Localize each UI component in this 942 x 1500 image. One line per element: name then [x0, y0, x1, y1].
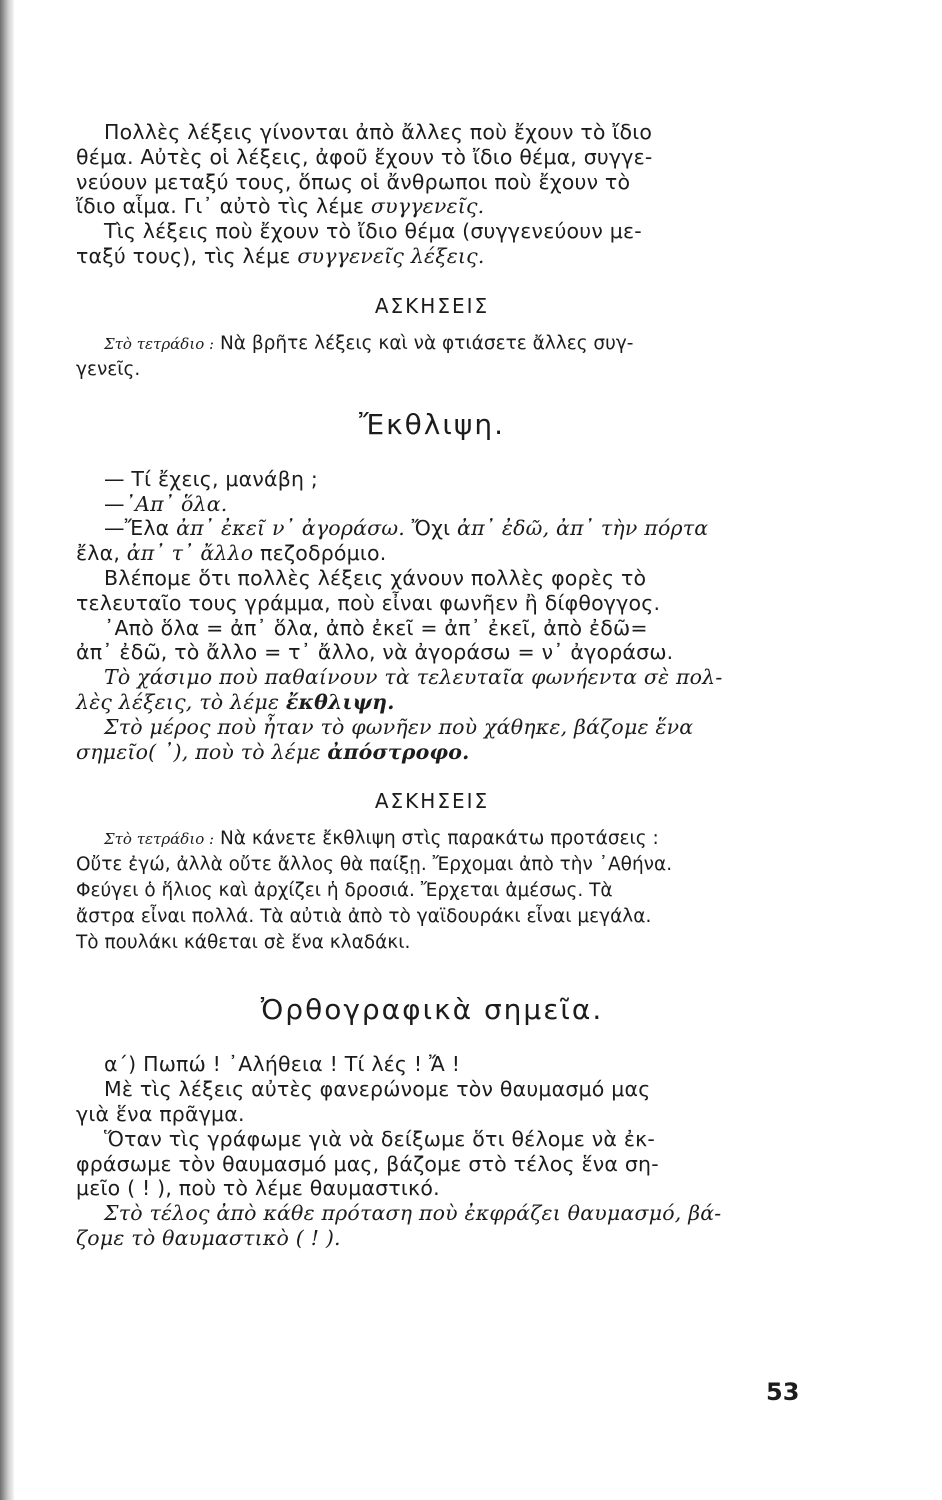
italic-term: συγγενεῖς λέξεις. — [297, 243, 485, 268]
italic-term: ἀπ᾿ ἐκεῖ ν᾿ ἀγοράσω. — [176, 516, 405, 541]
rule-line: Τὸ χάσιμο ποὺ παθαίνουν τὰ τελευταῖα φωνήεντα σὲ πολ- — [104, 665, 723, 690]
text-line: Φεύγει ὁ ἥλιος καὶ ἀρχίζει ἡ δροσιά. Ἔρχεται ἀμέσως. Τὰ — [76, 880, 613, 902]
text-line — [76, 826, 788, 852]
exercises-heading: ΑΣΚΗΣΕΙΣ — [374, 789, 490, 814]
exclamation-block — [76, 1052, 788, 1250]
paragraph-related-words-definition — [76, 219, 788, 269]
text-span: λὲς λέξεις, τὸ λέμε — [76, 689, 286, 714]
exercises-heading: ΑΣΚΗΣΕΙΣ — [374, 293, 490, 318]
rule-line: Στὸ τέλος ἀπὸ κάθε πρόταση ποὺ ἐκφράζει θαυμασμό, βά- — [104, 1201, 722, 1226]
italic-term: ἀπ᾿ ἐδῶ, ἀπ᾿ τὴν πόρτα — [457, 516, 709, 541]
text-line: ἀπ᾿ ἐδῶ, τὸ ἄλλο = τ᾿ ἄλλο, νὰ ἀγοράσω = ν᾿ ἀγοράσω. — [76, 640, 674, 665]
page-number: 53 — [766, 1378, 800, 1406]
italic-term: ἀπ᾿ τ᾿ ἄλλο — [126, 541, 254, 566]
text-line: θέμα. Αὐτὲς οἱ λέξεις, ἀφοῦ ἔχουν τὸ ἴδιο θέμα, συγγε- — [76, 144, 653, 169]
rule-line — [76, 740, 788, 765]
rule-ekthlipsi — [76, 665, 788, 715]
text-line: α΄) Πωπώ ! ᾿Αλήθεια ! Τί λές ! Ἄ ! — [104, 1052, 461, 1077]
exercise-block-2 — [76, 826, 788, 956]
text-span: Νὰ κάνετε ἔκθλιψη στὶς παρακάτω προτάσεις : — [214, 828, 659, 850]
dialogue-line — [76, 516, 788, 541]
text-line: γενεῖς. — [76, 358, 141, 380]
text-line: Οὔτε ἐγώ, ἀλλὰ οὔτε ἄλλος θὰ παίξῃ. Ἔρχομαι ἀπὸ τὴν ᾿Αθήνα. — [76, 854, 673, 876]
text-span: Ὄχι — [404, 516, 458, 541]
dialogue-block — [76, 467, 788, 566]
italic-term: ᾿Απ᾿ ὅλα. — [124, 491, 228, 516]
exercise-label: Στὸ τετράδιο : — [104, 334, 215, 353]
text-span: ἴδιο αἷμα. Γι᾿ αὐτὸ τὶς λέμε — [76, 194, 371, 219]
text-line: φράσωμε τὸν θαυμασμό μας, βάζομε στὸ τέλος ἕνα ση- — [76, 1151, 659, 1176]
text-line: Πολλὲς λέξεις γίνονται ἀπὸ ἄλλες ποὺ ἔχουν τὸ ἴδιο — [104, 120, 653, 144]
dialogue-line — [76, 541, 788, 566]
text-line — [76, 194, 788, 219]
text-line: Τὶς λέξεις ποὺ ἔχουν τὸ ἴδιο θέμα (συγγενεύουν με- — [104, 219, 642, 244]
text-line: Μὲ τὶς λέξεις αὐτὲς φανερώνομε τὸν θαυμασμό μας — [104, 1077, 651, 1102]
explanation-block — [76, 566, 788, 665]
text-line: νεύουν μεταξύ τους, ὅπως οἱ ἄνθρωποι ποὺ ἔχουν τὸ — [76, 169, 631, 194]
rule-line — [76, 690, 788, 715]
text-line: μεῖο ( ! ), ποὺ τὸ λέμε θαυμαστικό. — [76, 1176, 440, 1201]
text-line — [76, 244, 788, 269]
text-span: —Ἔλα — [104, 516, 177, 541]
text-span: ταξύ τους), τὶς λέμε — [76, 243, 298, 268]
text-line: τελευταῖο τους γράμμα, ποὺ εἶναι φωνῆεν ἢ δίφθογγος. — [76, 590, 661, 615]
dialogue-line — [76, 492, 788, 517]
text-span: σημεῖο( ᾿), ποὺ τὸ λέμε — [76, 739, 328, 764]
paragraph-related-words — [76, 120, 788, 219]
section-title-orthographic-marks: Ὀρθογραφικὰ σημεῖα. — [260, 993, 604, 1027]
text-line — [76, 331, 788, 357]
text-line: γιὰ ἕνα πρᾶγμα. — [76, 1101, 245, 1126]
text-span: ἔλα, — [76, 541, 127, 566]
bold-term: ἔκθλιψη. — [285, 689, 395, 714]
dialogue-line: — Τί ἔχεις, μανάβη ; — [104, 466, 319, 491]
text-span: πεζοδρόμιο. — [253, 541, 387, 566]
text-span: Νὰ βρῆτε λέξεις καὶ νὰ φτιάσετε ἄλλες συγ- — [214, 332, 634, 354]
text-span: — — [104, 491, 125, 516]
text-line: Ὅταν τὶς γράφωμε γιὰ νὰ δείξωμε ὅτι θέλομε νὰ ἐκ- — [104, 1126, 656, 1151]
text-line: Τὸ πουλάκι κάθεται σὲ ἕνα κλαδάκι. — [76, 932, 411, 954]
exercise-label: Στὸ τετράδιο : — [104, 830, 215, 849]
text-line: Βλέπομε ὅτι πολλὲς λέξεις χάνουν πολλὲς φορὲς τὸ — [104, 565, 647, 590]
rule-line: ζομε τὸ θαυμαστικὸ ( ! ). — [76, 1225, 341, 1250]
italic-term: συγγενεῖς. — [370, 194, 485, 219]
text-line: ᾿Απὸ ὅλα = ἀπ᾿ ὅλα, ἀπὸ ἐκεῖ = ἀπ᾿ ἐκεῖ, ἀπὸ ἐδῶ= — [104, 615, 648, 640]
rule-line: Στὸ μέρος ποὺ ἦταν τὸ φωνῆεν ποὺ χάθηκε, βάζομε ἕνα — [104, 714, 694, 739]
rule-apostrophe — [76, 715, 788, 765]
book-page — [76, 120, 788, 1251]
exercise-block-1 — [76, 331, 788, 383]
section-title-ekthlipsi: Ἔκθλιψη. — [359, 407, 505, 441]
text-line: ἄστρα εἶναι πολλά. Τὰ αὐτιὰ ἀπὸ τὸ γαϊδουράκι εἶναι μεγάλα. — [76, 906, 652, 928]
bold-term: ἀπόστροφο. — [327, 739, 470, 764]
page-edge-shadow — [0, 0, 14, 1500]
